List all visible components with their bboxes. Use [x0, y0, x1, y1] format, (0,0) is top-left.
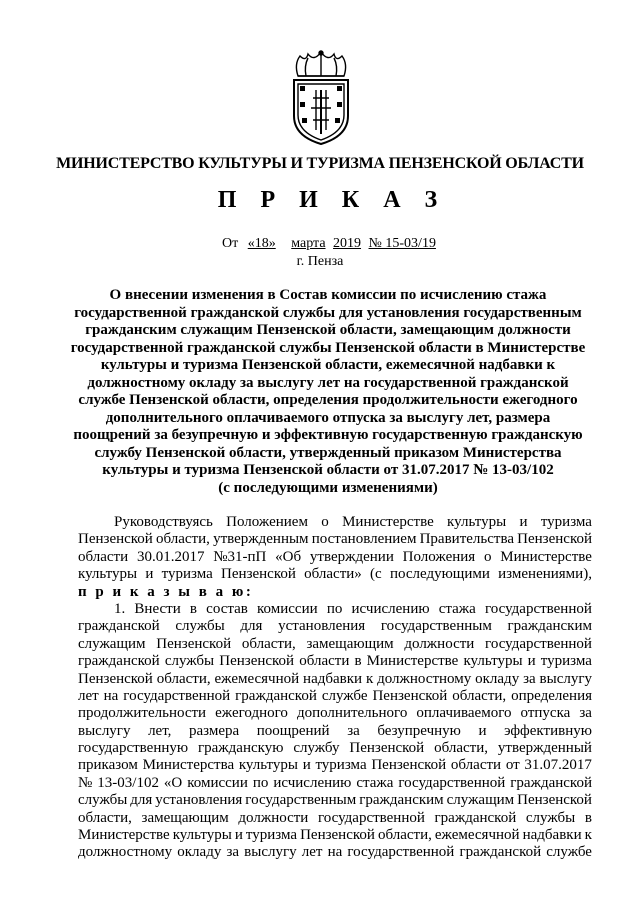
body-line: [78, 618, 592, 635]
body-word: за: [226, 844, 240, 861]
body-word: выслугу: [539, 670, 592, 687]
body-word: в: [189, 600, 197, 617]
body-word: гражданскую: [197, 740, 284, 757]
subject-line: культуры и туризма Пензенской области, ежемесячной надбавки к: [100, 357, 556, 373]
body-word: Пензенской: [78, 531, 153, 548]
date-day: «18»: [247, 236, 276, 251]
subject-line: гражданским служащим Пензенской области, замещающим должности: [85, 322, 571, 338]
body-word: исчислению: [273, 774, 352, 791]
body-word: гражданской: [78, 618, 160, 635]
body-word: замещающим: [141, 809, 229, 826]
body-line: [78, 792, 592, 809]
body-word: 1.: [114, 600, 126, 617]
body-word: Пензенской: [371, 757, 447, 774]
body-word: и: [302, 757, 311, 774]
body-word: службу: [293, 740, 340, 757]
body-word: за: [579, 705, 592, 722]
body-word: оплачиваемого: [416, 705, 512, 722]
body-word: эффективную: [504, 722, 592, 739]
body-word: к: [365, 670, 374, 687]
body-line: [78, 531, 592, 548]
body-line: [78, 740, 592, 757]
subject-line: службу Пензенской области, утвержденный приказом Министерства: [94, 444, 562, 461]
body-word: безупречную: [377, 722, 461, 739]
body-word: приказом: [78, 757, 138, 774]
body-word: №31-пП: [213, 548, 267, 565]
subject-line: государственной гражданской службы Пензенской области в Министерстве: [70, 339, 586, 356]
body-word: дополнительного: [296, 705, 408, 722]
body-word: гражданским: [359, 792, 444, 809]
date-prefix: От: [222, 236, 239, 251]
order-number: № 15-03/19: [368, 236, 436, 251]
body-word: надбавки: [522, 827, 582, 844]
coat-of-arms-icon: [286, 50, 356, 146]
body-word: №: [78, 774, 93, 791]
body-word: ежемесячной: [214, 670, 300, 687]
body-word: культуры: [447, 514, 507, 530]
body-word: ежегодного: [215, 705, 288, 722]
body-word: Министерстве: [78, 827, 170, 844]
body-word: Пензенской: [78, 670, 153, 687]
body-word: установления: [155, 792, 243, 809]
body-word: Пензенской: [219, 653, 295, 670]
body-word: комиссии: [187, 774, 248, 791]
city: г. Пенза: [296, 254, 344, 269]
body-word: области,: [241, 635, 296, 652]
body-word: должностному: [78, 844, 173, 861]
body-word: Пензенской: [517, 531, 592, 548]
body-word: за: [347, 722, 360, 739]
body-word: туризма: [245, 827, 298, 844]
body-line: [78, 757, 592, 774]
body-word: утверждении: [309, 548, 394, 565]
order-subject: [68, 287, 588, 497]
body-word: последующими: [389, 566, 490, 583]
body-word: в: [354, 653, 362, 670]
body-line: [78, 514, 592, 531]
body-word: гражданской: [78, 653, 160, 670]
subject-line: службе Пензенской области, определения продолжительности ежегодного: [78, 392, 578, 408]
body-word: Пензенской: [517, 792, 592, 809]
body-word: «О: [163, 774, 183, 791]
body-word: культуры: [463, 653, 523, 670]
body-word: государственным: [380, 618, 492, 635]
body-word: должности: [404, 635, 475, 652]
body-word: области,: [156, 670, 211, 687]
body-word: служащим: [78, 635, 146, 652]
body-word: лет: [301, 844, 323, 861]
body-word: и: [478, 722, 487, 739]
body-word: служащим: [446, 792, 515, 809]
body-word: на: [327, 844, 343, 861]
body-word: государственной: [398, 774, 506, 791]
body-word: Пензенской: [372, 687, 448, 704]
body-word: Пензенской: [349, 740, 425, 757]
body-word: по: [326, 600, 343, 617]
body-word: от: [505, 757, 520, 774]
body-line: [78, 566, 592, 583]
body-word: государственную: [78, 740, 189, 757]
body-word: службы: [164, 653, 215, 670]
body-word: выслугу: [78, 722, 131, 739]
body-word: и: [519, 514, 528, 530]
subject-line: культуры и туризма Пензенской области от 31.07.2017 № 13-03/102: [102, 462, 554, 478]
body-line: [78, 775, 592, 792]
body-word: определения: [511, 687, 592, 704]
body-word: области,: [377, 827, 432, 844]
body-word: 13-03/102: [97, 774, 159, 791]
body-word: стажа: [438, 600, 476, 617]
body-line: [78, 827, 592, 844]
body-word: государственной: [317, 809, 425, 826]
body-word: туризма: [315, 757, 367, 774]
body-word: должностному: [377, 670, 472, 687]
body-word: лет,: [148, 722, 172, 739]
body-word: по: [252, 774, 269, 791]
body-word: о: [321, 514, 329, 530]
body-word: области»: [304, 566, 362, 583]
body-word: гражданской: [434, 809, 517, 826]
body-word: установления: [278, 618, 366, 635]
body-word: области: [299, 653, 350, 670]
body-line: [78, 810, 592, 827]
body-word: государственной: [123, 687, 231, 704]
body-line: [78, 705, 592, 722]
body-word: государственным: [245, 792, 357, 809]
body-word: утвержденным: [213, 531, 309, 548]
body-line: [78, 688, 592, 705]
body-word: службе: [321, 687, 368, 704]
body-line: [78, 601, 592, 618]
body-word: области,: [156, 531, 210, 548]
body-word: туризма: [161, 566, 213, 583]
body-word: исчислению: [351, 600, 430, 617]
subject-line: (с последующими изменениями): [218, 479, 438, 496]
body-word: Руководствуясь: [114, 514, 213, 530]
body-word: гражданской: [510, 774, 592, 791]
body-word: области,: [78, 809, 132, 826]
body-word: государственной: [484, 600, 592, 617]
body-word: и: [145, 566, 154, 583]
body-word: выслугу: [244, 844, 297, 861]
body-word: Министерстве: [342, 514, 434, 530]
body-word: «Об: [275, 548, 302, 565]
body-word: службы: [525, 809, 576, 826]
body-word: службе: [546, 844, 592, 861]
body-word: области: [78, 548, 129, 565]
body-word: Пензенской: [156, 635, 232, 652]
body-word: стажа: [356, 774, 394, 791]
body-line: [78, 723, 592, 740]
body-word: культуры: [238, 757, 298, 774]
body-word: Положения: [402, 548, 476, 565]
body-line: [78, 844, 592, 861]
body-word: на: [103, 687, 119, 704]
body-word: состав: [206, 600, 248, 617]
body-word: окладу: [177, 844, 222, 861]
body-word: области,: [434, 740, 489, 757]
body-word: Пензенской: [221, 566, 296, 583]
body-word: отпуска: [520, 705, 571, 722]
body-word: поощрений: [256, 722, 330, 739]
body-word: туризма: [540, 514, 592, 530]
order-directive: п р и к а з ы в а ю:: [78, 583, 254, 600]
body-word: Внести: [134, 600, 181, 617]
subject-line: поощрений за безупречную и эффективную государственную гражданскую: [73, 427, 583, 443]
ministry-name: МИНИСТЕРСТВО КУЛЬТУРЫ И ТУРИЗМА ПЕНЗЕНСКОЙ ОБЛАСТИ: [56, 155, 584, 172]
body-word: в: [584, 809, 592, 826]
body-word: изменениями),: [498, 566, 592, 583]
body-word: службы: [175, 618, 225, 635]
body-word: окладу: [475, 670, 520, 687]
body-word: культуры: [172, 827, 232, 844]
body-word: 30.01.2017: [136, 548, 205, 565]
body-word: Министерства: [142, 757, 235, 774]
body-word: 31.07.2017: [524, 757, 592, 774]
body-word: надбавки: [303, 670, 363, 687]
body-word: продолжительности: [78, 705, 207, 722]
body-word: Министерстве: [500, 548, 592, 565]
body-word: гражданской: [459, 844, 542, 861]
body-word: для: [130, 792, 153, 809]
body-word: Положением: [226, 514, 308, 530]
subject-line: государственной гражданской службы для установления государственным: [74, 304, 582, 321]
body-line: [78, 671, 592, 688]
date-year: 2019: [333, 236, 362, 251]
date-month: марта: [291, 236, 326, 251]
body-word: постановлением: [311, 531, 417, 548]
body-word: о: [483, 548, 492, 565]
body-word: Правительства: [419, 531, 514, 548]
document-type-title: П Р И К А З: [217, 187, 447, 213]
body-word: замещающим: [306, 635, 394, 652]
body-word: за: [523, 670, 536, 687]
body-word: ежемесячной: [434, 827, 520, 844]
body-word: лет: [78, 687, 99, 704]
body-word: и: [527, 653, 536, 670]
body-line: [78, 653, 592, 670]
body-word: гражданской: [235, 687, 317, 704]
body-line: [78, 636, 592, 653]
body-word: должности: [238, 809, 309, 826]
body-word: и: [234, 827, 243, 844]
body-word: к: [584, 827, 592, 844]
subject-line: дополнительного оплачиваемого отпуска за выслугу лет, размера: [105, 409, 551, 426]
body-line: [78, 549, 592, 566]
body-word: утвержденный: [497, 740, 592, 757]
body-word: (с: [370, 566, 382, 583]
body-word: области,: [452, 687, 507, 704]
body-word: области: [450, 757, 502, 774]
body-word: комиссии: [257, 600, 318, 617]
body-word: государственной: [347, 844, 455, 861]
body-word: культуры: [78, 566, 138, 583]
order-body: [78, 514, 592, 862]
body-word: службы: [78, 792, 128, 809]
body-word: туризма: [540, 653, 592, 670]
subject-line: должностному окладу за выслугу лет на государственной гражданской: [87, 374, 569, 391]
body-word: Пензенской: [300, 827, 375, 844]
subject-line: О внесении изменения в Состав комиссии по исчислению стажа: [109, 287, 547, 303]
order-date-line: [222, 236, 440, 252]
body-word: для: [240, 618, 263, 635]
body-word: гражданским: [507, 618, 592, 635]
body-word: государственной: [485, 635, 592, 652]
body-word: Министерстве: [366, 653, 459, 670]
body-word: размера: [188, 722, 240, 739]
